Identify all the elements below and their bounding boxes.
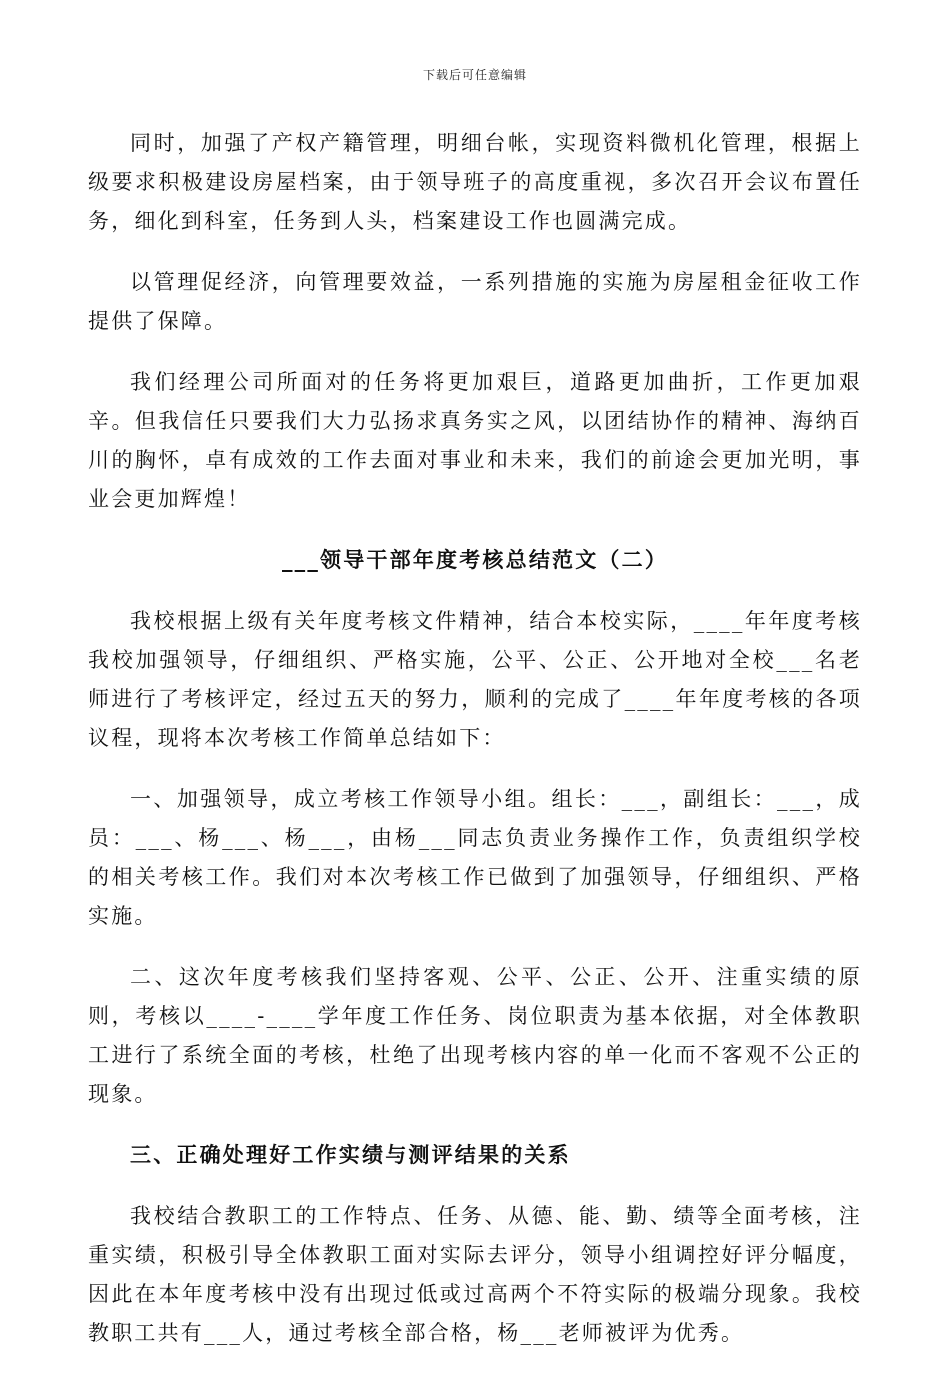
- paragraph: 我们经理公司所面对的任务将更加艰巨，道路更加曲折，工作更加艰辛。但我信任只要我们大力弘扬求真务实之风，以团结协作的精神、海纳百川的胸怀，卓有成效的工作去面对事业和未来，我们的前途会更加光明，事业会更加辉煌！: [88, 370, 862, 511]
- paragraph: 一、加强领导，成立考核工作领导小组。组长：___，副组长：___，成员：___、杨___、杨___，由杨___同志负责业务操作工作，负责组织学校的相关考核工作。我们对本次考核工作已做到了加强领导，仔细组织、严格实施。: [88, 787, 862, 928]
- paragraph: 以管理促经济，向管理要效益，一系列措施的实施为房屋租金征收工作提供了保障。: [88, 270, 862, 333]
- paragraph: 我校根据上级有关年度考核文件精神，结合本校实际，____年年度考核我校加强领导，仔细组织、严格实施，公平、公正、公开地对全校___名老师进行了考核评定，经过五天的努力，顺利的完成了____年年度考核的各项议程，现将本次考核工作简单总结如下：: [88, 609, 862, 750]
- paragraph: 同时，加强了产权产籍管理，明细台帐，实现资料微机化管理，根据上级要求积极建设房屋档案，由于领导班子的高度重视，多次召开会议布置任务，细化到科室，任务到人头，档案建设工作也圆满完成。: [88, 131, 862, 233]
- header-note: 下载后可任意编辑: [422, 68, 527, 82]
- paragraph: 二、这次年度考核我们坚持客观、公平、公正、公开、注重实绩的原则，考核以____-____学年度工作任务、岗位职责为基本依据，对全体教职工进行了系统全面的考核，杜绝了出现考核内容的单一化而不客观不公正的现象。: [88, 965, 862, 1106]
- paragraph: 我校结合教职工的工作特点、任务、从德、能、勤、绩等全面考核，注重实绩，积极引导全体教职工面对实际去评分，领导小组调控好评分幅度，因此在本年度考核中没有出现过低或过高两个不符实际的极端分现象。我校教职工共有___人，通过考核全部合格，杨___老师被评为优秀。: [88, 1204, 862, 1345]
- document-body: [88, 124, 862, 1375]
- subheading: 三、正确处理好工作实绩与测评结果的关系: [130, 1143, 571, 1167]
- section-title: ___领导干部年度考核总结范文（二）: [281, 548, 669, 572]
